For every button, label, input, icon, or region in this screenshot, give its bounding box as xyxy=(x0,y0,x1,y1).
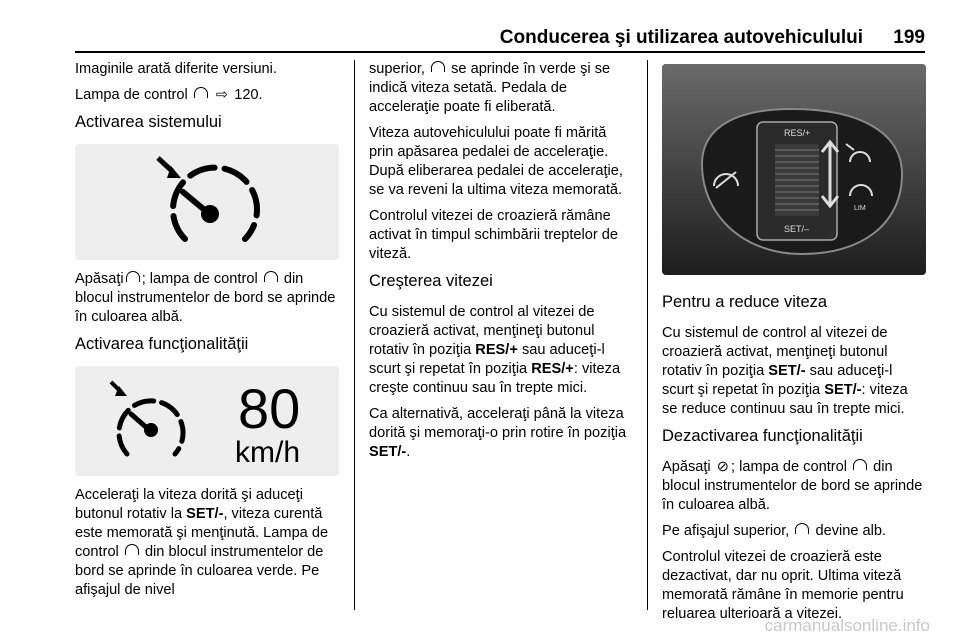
cruise-activate-figure xyxy=(75,144,339,260)
paragraph: Cu sistemul de control al vitezei de croazieră activat, menţineţi butonul rotativ în poziţia SET/- sau aduceţi-l scurt şi repetat în poziţia SET/-: viteza se reduce continuu sau în trepte mici. xyxy=(662,325,908,417)
cruise-control-icon xyxy=(795,523,809,534)
section-heading: Dezactivarea funcţionalităţii xyxy=(662,427,863,445)
paragraph: Controlul vitezei de croazieră rămâne activat în timpul schimbării treptelor de viteză. xyxy=(369,208,619,262)
speedometer-icon xyxy=(111,382,183,454)
page-reference-icon: ⇨ xyxy=(215,87,229,103)
section-heading: Creşterea vitezei xyxy=(369,272,493,290)
cruise-control-icon xyxy=(431,61,445,72)
res-label: RES/+ xyxy=(784,128,811,138)
paragraph: Cu sistemul de control al vitezei de croazieră activat, menţineţi butonul rotativ în poziţia RES/+ sau aduceţi-l scurt şi repetat în poziţia RES/+: viteza creşte continuu sau în trepte mici. xyxy=(369,304,621,396)
cancel-cruise-icon: ⊘ xyxy=(716,459,729,475)
cruise-control-icon xyxy=(126,271,140,282)
lim-label: LIM xyxy=(854,205,866,212)
speed-unit: km/h xyxy=(235,436,301,469)
steering-wheel-photo xyxy=(662,64,926,275)
cruise-control-icon xyxy=(853,459,867,470)
section-heading: Activarea sistemului xyxy=(75,113,222,131)
paragraph: Controlul vitezei de croazieră este dezactivat, dar nu oprit. Ultima viteză memorată rămâne în memorie pentru reluarea ulterioară a vitezei. xyxy=(662,549,904,622)
paragraph: Ca alternativă, acceleraţi până la viteza dorită şi memoraţi-o prin rotire în poziţia SET/-. xyxy=(369,406,627,460)
column-divider-1 xyxy=(354,60,355,610)
page-number: 199 xyxy=(893,27,925,48)
paragraph: Apăsaţi ⊘ ; lampa de control din blocul instrumentelor de bord se aprinde în culoarea albă. xyxy=(662,459,923,513)
column-1 xyxy=(75,60,339,607)
cruise-control-icon xyxy=(264,271,278,282)
chapter-title: Conducerea şi utilizarea autovehiculului xyxy=(499,27,863,48)
paragraph: Pe afişajul superior, devine alb. xyxy=(662,523,887,539)
section-heading: Activarea funcţionalităţii xyxy=(75,335,249,353)
paragraph: Imaginile arată diferite versiuni. xyxy=(75,61,277,77)
paragraph: Apăsaţi ; lampa de control din blocul instrumentelor de bord se aprinde în culoarea albă. xyxy=(75,271,336,325)
watermark: carmanualsonline.info xyxy=(764,616,930,635)
speed-display-figure xyxy=(75,366,339,476)
paragraph: Viteza autovehiculului poate fi mărită prin apăsarea pedalei de acceleraţie. După eliberarea pedalei de acceleraţie, se va reveni la ultima viteza memorată. xyxy=(369,125,623,198)
set-label: SET/– xyxy=(784,224,810,234)
speedometer-icon xyxy=(75,144,339,260)
set-speed-value: 80 xyxy=(238,377,301,440)
cruise-control-icon xyxy=(125,544,139,555)
column-divider-2 xyxy=(647,60,648,610)
paragraph: Lampa de control ⇨ 120. xyxy=(75,87,263,103)
column-2 xyxy=(369,60,633,469)
header-rule xyxy=(75,51,925,53)
page-header xyxy=(75,27,925,53)
section-heading: Pentru a reduce viteza xyxy=(662,293,828,311)
column-3 xyxy=(662,60,926,631)
paragraph: Acceleraţi la viteza dorită şi aduceţi butonul rotativ la SET/-, viteza curentă este memorată şi menţinută. Lampa de control din blocul instrumentelor de bord se aprinde în culoarea verde. Pe afişajul de nivel xyxy=(75,487,329,598)
paragraph: superior, se aprinde în verde şi se indică viteza setată. Pedala de acceleraţie poate fi eliberată. xyxy=(369,61,611,115)
cruise-control-icon xyxy=(194,87,208,98)
